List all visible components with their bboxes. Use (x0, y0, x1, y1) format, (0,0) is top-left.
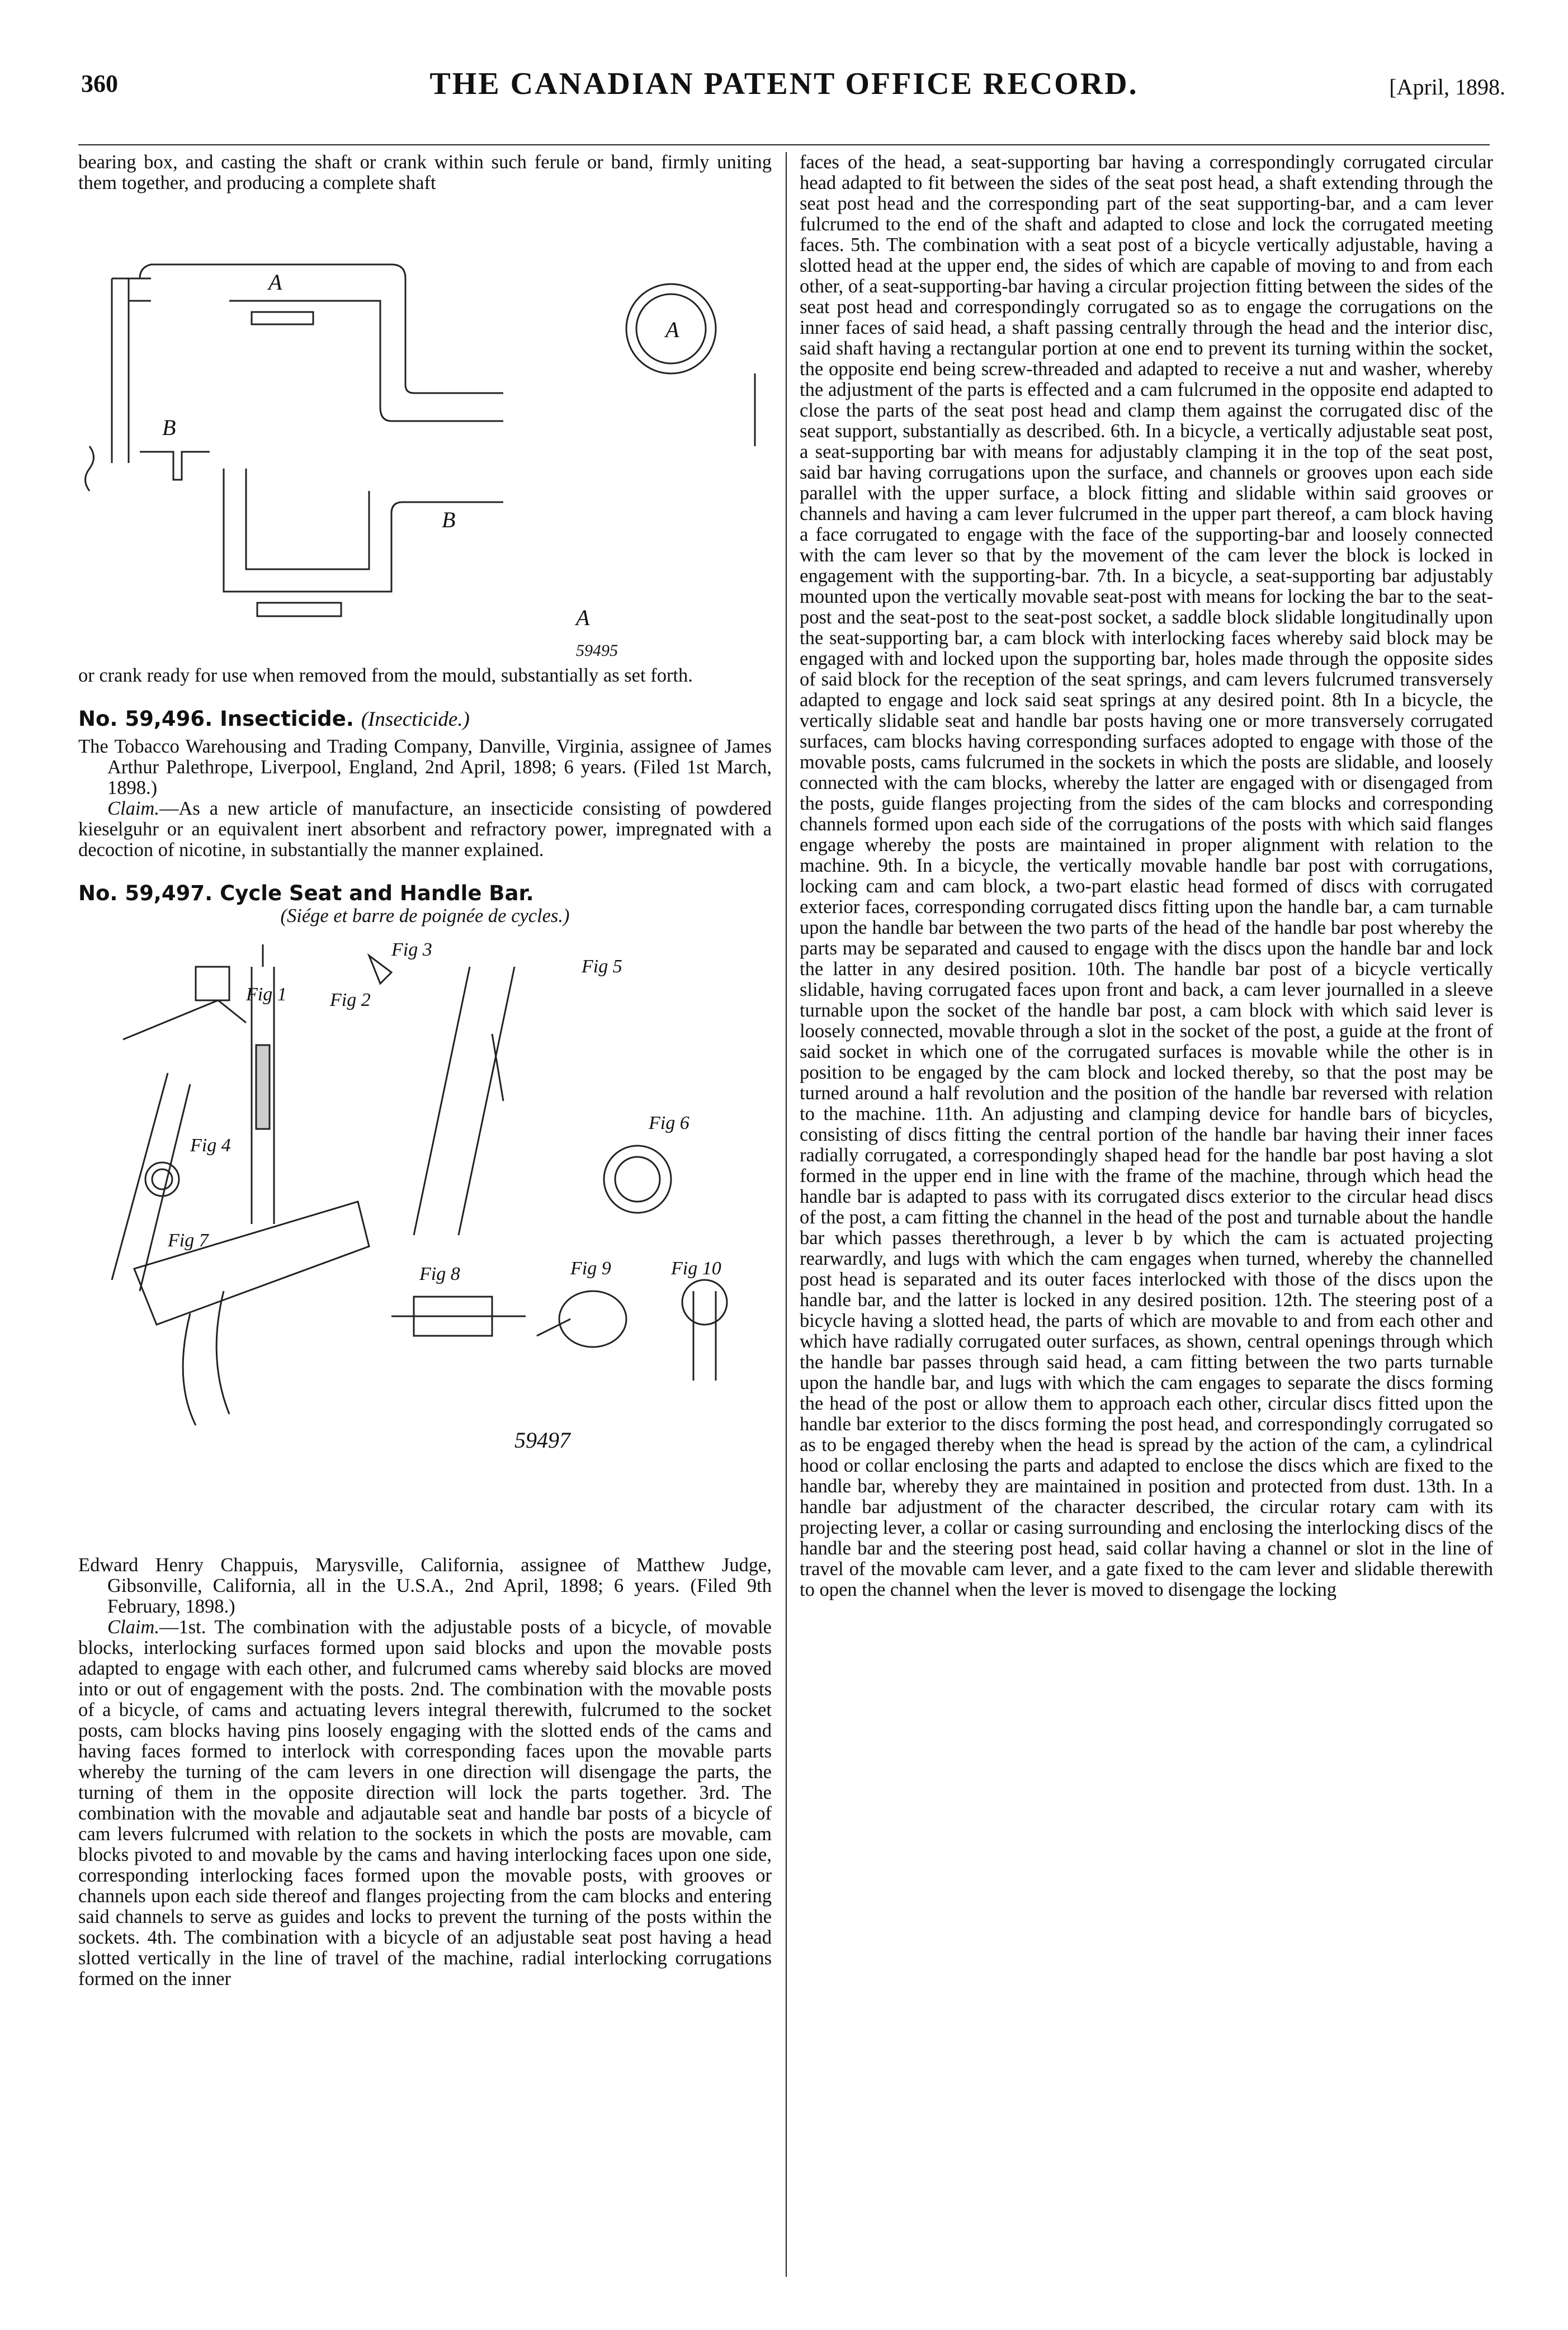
left-column (78, 152, 772, 1989)
fig-label-b: B (442, 507, 456, 532)
continued-text: or crank ready for use when removed from the mould, substantially as set forth. (78, 665, 693, 686)
patent-class: (Insecticide.) (361, 708, 470, 731)
page-title: THE CANADIAN PATENT OFFICE RECORD. (429, 67, 1139, 101)
right-column (800, 152, 1493, 1600)
fig-label: Fig 2 (330, 990, 371, 1010)
patent-title: Insecticide. (220, 707, 354, 731)
fig-number: 59497 (514, 1428, 570, 1453)
claim-text: —1st. The combination with the adjustable posts of a bicycle, of movable blocks, interlocking surfaces formed upon said blocks and upon the movable posts adapted to engage with each other, and fulcrumed cams whereby said blocks are moved into or out of engagement with the posts. 2nd. The combination with the movable posts of a bicycle, of cams and actuating levers integral therewith, fulcrumed to the socket posts, cam blocks having pins loosely engaging with the slotted ends of the cams and having faces formed to interlock with corresponding faces upon the movable parts whereby the turning of the cam levers in one direction will disengage the parts, the turning of them in the opposite direction will lock the parts together. 3rd. The combination with the movable and adjautable seat and handle bar posts of a bicycle of cam levers fulcrumed with relation to the sockets in which the posts are movable, cam blocks pivoted to and movable by the cams and having interlocking faces upon one side, corresponding interlocking faces formed upon the movable posts, with grooves or channels upon each side thereof and flanges projecting from the cam blocks and entering said channels to serve as guides and locks to prevent the turning of the posts within the sockets. 4th. The combination with a bicycle of an adjustable seat post having a head slotted vertically in the line of travel of the machine, radial interlocking corrugations formed on the inner (78, 1617, 772, 1989)
fig-number: 59495 (576, 641, 618, 659)
patent-number: No. 59,497. (78, 881, 213, 905)
fig-label-a: A (665, 317, 679, 342)
claim-label: Claim. (107, 798, 159, 819)
fig-label: Fig 6 (649, 1113, 689, 1133)
continued-text: bearing box, and casting the shaft or crank within such ferule or band, firmly uniting them together, and producing a complete shaft (78, 152, 772, 193)
patent-figure-59495 (78, 200, 772, 659)
page-header (56, 66, 1512, 111)
column-divider (786, 152, 787, 2277)
claim-text: —As a new article of manufacture, an insecticide consisting of powdered kieselguhr or an equivalent inert absorbent and refractory power, impregnated with a decoction of nicotine, in substantially the manner explained. (78, 798, 772, 861)
fig-label: Fig 4 (190, 1135, 231, 1156)
patent-figure-59497 (78, 933, 772, 1548)
patent-number: No. 59,496. (78, 707, 213, 731)
fig-label-a: A (576, 605, 590, 630)
patent-title: Cycle Seat and Handle Bar. (220, 881, 534, 905)
patent-assignee: Edward Henry Chappuis, Marysville, California, assignee of Matthew Judge, Gibsonville, California, all in the U.S.A., 2nd April, 1898; 6 years. (Filed 9th February, 1898.) (78, 1554, 772, 1617)
fig-label: Fig 1 (246, 984, 287, 1005)
fig-label: Fig 8 (419, 1264, 460, 1284)
fig-label: Fig 10 (671, 1258, 721, 1279)
patent-assignee: The Tobacco Warehousing and Trading Company, Danville, Virginia, assignee of James Arthur Palethrope, Liverpool, England, 2nd April, 1898; 6 years. (Filed 1st March, 1898.) (78, 736, 772, 798)
claim-label: Claim. (107, 1617, 159, 1638)
french-title: (Siége et barre de poignée de cycles.) (280, 905, 570, 927)
fig-label: Fig 7 (168, 1230, 209, 1251)
fig-label-b: B (162, 415, 176, 440)
page-number: 360 (81, 70, 118, 97)
fig-label: Fig 9 (570, 1258, 611, 1279)
fig-label: Fig 5 (582, 956, 622, 977)
patent-claim (78, 1617, 772, 1989)
fig-label-a: A (268, 270, 282, 295)
fig-label: Fig 3 (391, 939, 432, 960)
patent-claim (78, 798, 772, 861)
claim-continuation: faces of the head, a seat-supporting bar having a correspondingly corrugated circular head adapted to fit between the sides of the seat post head, a shaft extending through the seat post head and the corresponding part of the seat supporting-bar, and a cam lever fulcrumed to the end of the shaft and adapted to close and lock the corrugated meeting faces. 5th. The combination with a seat post of a bicycle vertically adjustable, having a slotted head at the upper end, the sides of which are capable of moving to and from each other, of a seat-supporting-bar having a circular projection fitting between the sides of the seat post head and correspondingly corrugated so as to engage the corrugations on the inner faces of said head, a shaft passing centrally through the head and the interior disc, said shaft having a rectangular portion at one end to prevent its turning within the socket, the opposite end being screw-threaded and adapted to receive a nut and washer, whereby the adjustment of the parts is effected and a cam fulcrumed in the opposite end adapted to close the parts of the seat post head and clamp them against the corrugated disc of the seat support, substantially as described. 6th. In a bicycle, a vertically adjustable seat post, a seat-supporting bar with means for adjustably clamping it in the top of the seat post, said bar having corrugations upon the surface, and channels or grooves upon each side parallel with the upper surface, a block fitting and slidable within said grooves or channels and having a cam lever fulcrumed in the upper part thereof, a cam block having a face corrugated to engage with the face of the supporting-bar and loosely connected with the cam lever so that by the movement of the cam lever the block is locked in engagement with the supporting-bar. 7th. In a bicycle, a seat-supporting bar adjustably mounted upon the vertically movable seat-post with means for locking the bar to the seat-post and the seat-post to the seat-post socket, a saddle block slidable longitudinally upon the seat-supporting bar, a cam block with interlocking faces whereby said block may be engaged with and locked upon the supporting bar, holes made through the opposite sides of said block for the reception of the seat springs, and cam levers fulcrumed transversely adapted to engage and lock said seat springs at any desired point. 8th In a bicycle, the vertically slidable seat and handle bar posts having one or more transversely corrugated surfaces, cam blocks having corresponding surfaces adopted to engage with those of the movable posts, cams fulcrumed in the sockets in which the posts are slidable, and loosely connected with the cam blocks, whereby the latter are engaged with or disengaged from the posts, guide flanges projecting from the sides of the cam blocks and corresponding channels formed upon each side of the corrugations of the posts with which said flanges engage whereby the posts are maintained in proper alignment with relation to the machine. 9th. In a bicycle, the vertically movable handle bar post with corrugations, locking cam and cam block, a two-part elastic head formed of discs with corrugated exterior faces, corresponding corrugated discs fitting upon the handle bar, a cam turnable upon the handle bar between the two parts of the head of the handle bar post whereby the parts may be separated and caused to engage with the discs upon the handle bar and lock the latter in any desired position. 10th. The handle bar post of a bicycle vertically slidable, having corrugated faces upon front and back, a cam lever journalled in a sleeve turnable upon the socket of the handle bar post, a cam block with which said lever is loosely connected, movable through a slot in the socket of the post, a guide at the front of said socket in which one of the corrugated surfaces is movable while the other is in position to be engaged by the cam block and locked thereby, so that the post may be turned around a half revolution and the position of the handle bar reversed with relation to the machine. 11th. An adjusting and clamping device for handle bars of bicycles, consisting of discs fitting the central portion of the handle bar having their inner faces radially corrugated, a correspondingly shaped head for the handle bar post having a slot formed in the upper end in line with the frame of the machine, through which head the handle bar is adapted to pass with its corrugated discs exterior to the circular head discs of the post, a cam fitting the channel in the head of the post and turnable about the handle bar which passes therethrough, a lever b by which the cam is actuated projecting rearwardly, and lugs with which the cam engages when turned, whereby the channelled post head is separated and its outer faces interlocked with those of the discs upon the handle bar, and the latter is locked in any desired position. 12th. The steering post of a bicycle having a slotted head, the parts of which are movable to and from each other and which have radially corrugated outer surfaces, as shown, central openings through which the handle bar passes through said head, a cam fitting between the two parts turnable upon the handle bar, and lugs with which the cam engages to separate the discs forming the head of the post or allow them to approach each other, circular discs fitted upon the handle bar exterior to the discs forming the post head, and correspondingly corrugated so as to be engaged thereby when the head is spread by the action of the cam, a cylindrical hood or collar enclosing the parts and adapted to enclose the discs which are fixed to the handle bar, whereby they are maintained in position and protected from dust. 13th. In a handle bar adjustment of the character described, the circular rotary cam with its projecting lever, a collar or casing surrounding and enclosing the interlocking discs of the handle bar and the steering post head, said collar having a channel or slot in the line of travel of the movable cam lever, and a gate fixed to the cam lever and slidable therewith to open the channel when the lever is moved to disengage the locking (800, 152, 1493, 1600)
patent-heading (78, 708, 772, 730)
patent-heading (78, 883, 772, 904)
header-rule (78, 144, 1490, 145)
issue-date: [April, 1898. (1389, 74, 1505, 100)
